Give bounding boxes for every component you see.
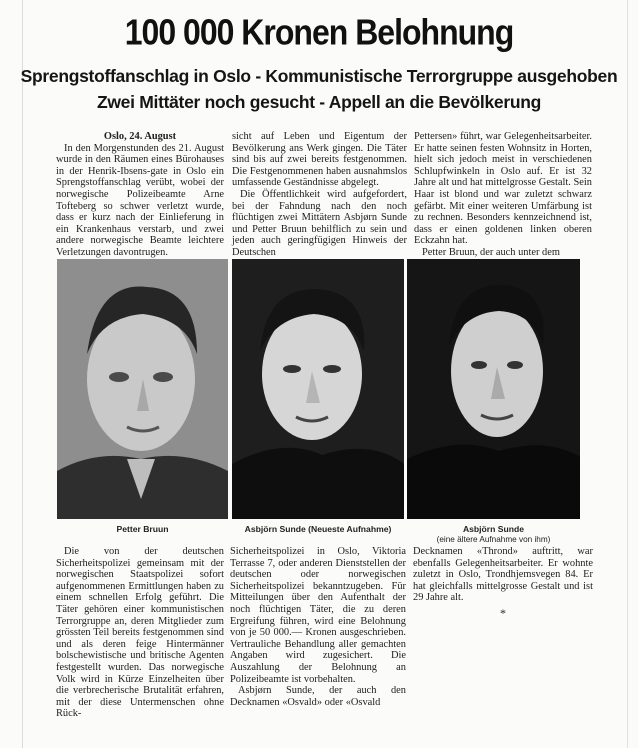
dateline: Oslo, 24. August bbox=[103, 131, 177, 142]
caption-text: Asbjörn Sunde bbox=[462, 524, 525, 534]
paragraph: Pettersen» führt, war Gelegenheitsarbeiter. Er hatte seinen festen Wohnsitz in Horten, hielt sich jedoch meist in verschiedenen Schlupfwinkeln in Oslo auf. Er ist 32 Jahre alt und hat mittelgrosse Gestalt. Sein Haar ist blond und war zuletzt schwarz gefärbt. Mit einer weiteren Umfärbung ist zu rechnen. Besonders kennzeichnend ist, dass er einen goldenen linken oberen Eckzahn hat. bbox=[414, 131, 592, 247]
paragraph: In den Morgenstunden des 21. August wurde in den Räumen eines Bürohauses in der Henrik-Ibsens-gate in Oslo ein Sprengstoffanschlag verübt, wobei der norwegische Polizeibeamte Arne Tofteberg so schwer verletzt wurde, dass er kurz nach der Einlieferung in ein Krankenhaus verstarb, und zwei andere norwegische Beamte leichtere Verletzungen davontrugen. bbox=[56, 142, 224, 258]
portrait-image bbox=[232, 259, 404, 519]
paragraph: Sicherheitspolizei in Oslo, Viktoria Terrasse 7, oder anderen Dienststellen der deutschen oder norwegischen Sicherheitspolizei bekanntzugeben. Für Mitteilungen über den Aufenthalt der noch flüchtigen Täter, die zu deren Ergreifung führen, wird eine Belohnung von je 50 000.— Kronen ausgeschrieben. Vertrauliche Behandlung aller gemachten Angaben wird zugesichert. Die Auszahlung der Belohnung an Polizeibeamte ist vorbehalten. bbox=[230, 546, 406, 685]
article-top-column-3 bbox=[414, 131, 592, 259]
photo-petter-bruun bbox=[57, 259, 228, 519]
caption-text: Asbjörn Sunde (Neueste Aufnahme) bbox=[244, 524, 392, 534]
photo-asbjorn-sunde-older bbox=[407, 259, 580, 519]
article-bottom-column-1 bbox=[56, 546, 224, 720]
article-bottom-column-2 bbox=[230, 546, 406, 708]
photo-caption-2 bbox=[232, 524, 404, 534]
paragraph: Die von der deutschen Sicherheitspolizei gemeinsam mit der norwegischen Staatspolizei sofort aufgenommenen Ermittlungen haben zu einem schnellen Erfolg geführt. Die Täter gehören einer kommunistischen Terrorgruppe an, deren Mitglieder zum grössten Teil bereits festgenommen sind und als deren feige Hintermänner bolschewistische und britische Agenten festgestellt wurden. Das norwegische Volk wird in Kürze Einzelheiten über die verbrecherische Brutalität erfahren, mit der diese Untermenschen ohne Rück- bbox=[56, 546, 224, 720]
photo-asbjorn-sunde-newest bbox=[232, 259, 404, 519]
caption-subtext: (eine ältere Aufnahme von ihm) bbox=[436, 535, 551, 544]
subheadline-1: Sprengstoffanschlag in Oslo - Kommunistische Terrorgruppe ausgehoben bbox=[20, 66, 618, 86]
paragraph: Petter Bruun, der auch unter dem bbox=[422, 246, 560, 258]
article-top-column-2 bbox=[232, 131, 407, 259]
photo-caption-1 bbox=[57, 524, 228, 534]
article-bottom-column-3 bbox=[413, 546, 593, 620]
article-top-column-1 bbox=[56, 131, 224, 259]
headline: 100 000 Kronen Belohnung bbox=[124, 11, 514, 53]
end-mark: * bbox=[500, 605, 506, 620]
paragraph: Decknamen «Thrond» auftritt, war ebenfalls Gelegenheitsarbeiter. Er wohnte zuletzt in Oslo, Trondhjemsvegen 84. Er hat gleichfalls mittelgrosse Gestalt und ist 29 Jahre alt. bbox=[413, 546, 593, 604]
photo-caption-3 bbox=[407, 524, 580, 545]
paragraph: Die Öffentlichkeit wird aufgefordert, bei der Fahndung nach den noch flüchtigen zwei Mittätern Asbjørn Sunde und Petter Bruun behilflich zu sein und jeden auch geringfügigen Hinweis der Deutschen bbox=[232, 188, 407, 258]
subheadline-2: Zwei Mittäter noch gesucht - Appell an die Bevölkerung bbox=[96, 92, 542, 112]
paragraph: Asbjørn Sunde, der auch den Decknamen «Osvald» oder «Osvald bbox=[230, 685, 406, 708]
portrait-image bbox=[57, 259, 228, 519]
caption-text: Petter Bruun bbox=[116, 524, 169, 534]
portrait-image bbox=[407, 259, 580, 519]
paragraph: sicht auf Leben und Eigentum der Bevölkerung ans Werk gingen. Die Täter sind bis auf zwei bereits festgenommen. Die Festgenommenen haben ausnahmslos umfassende Geständnisse abgelegt. bbox=[232, 131, 407, 189]
